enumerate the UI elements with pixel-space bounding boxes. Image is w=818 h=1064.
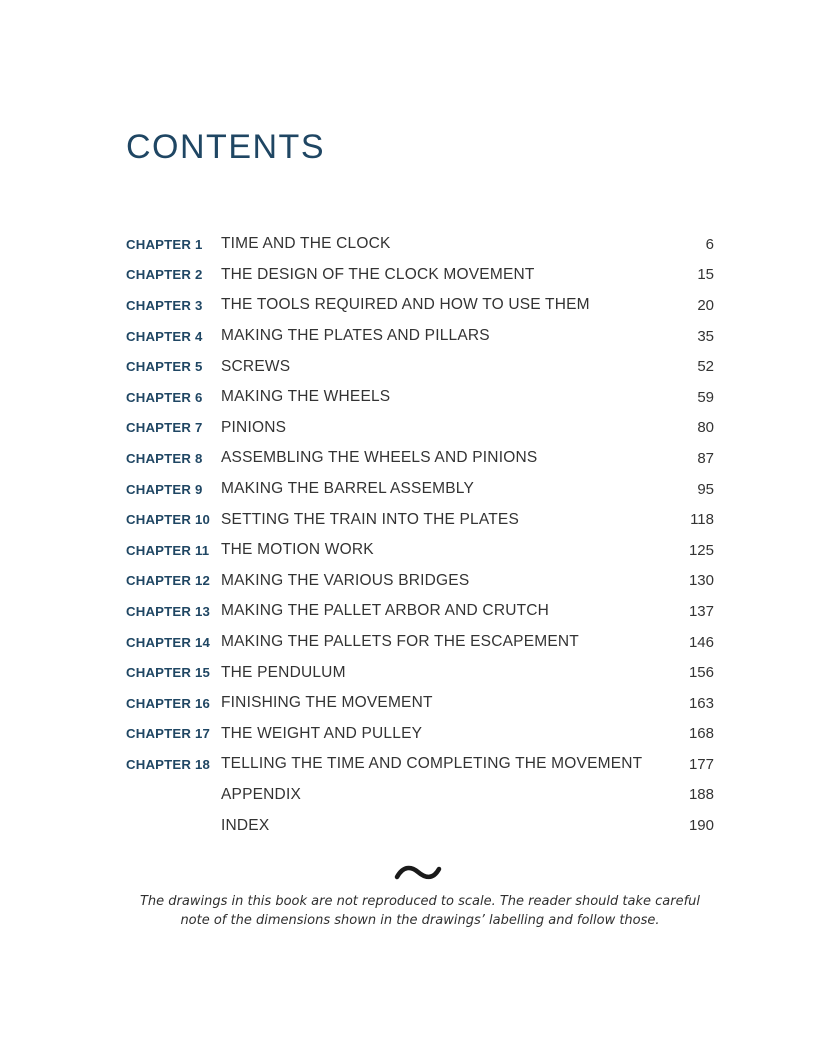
page-number: 156 <box>688 664 714 682</box>
chapter-label: CHAPTER 17 <box>126 726 211 742</box>
toc-entry <box>126 413 714 444</box>
chapter-label: CHAPTER 5 <box>126 359 203 375</box>
chapter-title: THE WEIGHT AND PULLEY <box>221 724 423 742</box>
toc-entry <box>126 810 714 841</box>
chapter-label: CHAPTER 7 <box>126 420 203 436</box>
toc-entry <box>126 596 714 627</box>
page-number: 188 <box>688 786 714 804</box>
chapter-label: CHAPTER 8 <box>126 450 203 466</box>
page-number: 52 <box>697 358 714 376</box>
chapter-label: CHAPTER 12 <box>126 573 211 589</box>
chapter-title: PINIONS <box>221 418 287 436</box>
toc-entry <box>126 719 714 750</box>
page-number: 6 <box>705 235 714 253</box>
toc-entry <box>126 443 714 474</box>
chapter-label: CHAPTER 16 <box>126 695 211 711</box>
chapter-label: CHAPTER 10 <box>126 512 211 528</box>
chapter-title: ASSEMBLING THE WHEELS AND PINIONS <box>221 449 538 467</box>
chapter-label: CHAPTER 15 <box>126 665 211 681</box>
toc-entry <box>126 780 714 811</box>
page-number: 125 <box>688 541 714 559</box>
page-number: 59 <box>697 388 714 406</box>
chapter-label: CHAPTER 6 <box>126 389 203 405</box>
page-number: 190 <box>688 817 714 835</box>
chapter-title: TELLING THE TIME AND COMPLETING THE MOVEMENT <box>221 755 643 773</box>
chapter-title: MAKING THE PLATES AND PILLARS <box>221 327 490 345</box>
toc-entry <box>126 260 714 291</box>
toc-entry <box>126 290 714 321</box>
chapter-label: CHAPTER 14 <box>126 634 211 650</box>
toc-entry <box>126 749 714 780</box>
page-number: 137 <box>688 602 714 620</box>
chapter-title: MAKING THE PALLETS FOR THE ESCAPEMENT <box>221 633 579 651</box>
chapter-title: FINISHING THE MOVEMENT <box>221 694 433 712</box>
chapter-label: CHAPTER 13 <box>126 603 211 619</box>
chapter-label: CHAPTER 4 <box>126 328 203 344</box>
toc-entry <box>126 321 714 352</box>
page-number: 87 <box>697 449 714 467</box>
page-number: 130 <box>688 572 714 590</box>
page-number: 20 <box>697 296 714 314</box>
page-number: 168 <box>688 725 714 743</box>
chapter-title: THE TOOLS REQUIRED AND HOW TO USE THEM <box>221 296 590 314</box>
toc-entry <box>126 535 714 566</box>
chapter-label: CHAPTER 11 <box>126 542 210 558</box>
page-title: CONTENTS <box>126 128 325 166</box>
chapter-title: TIME AND THE CLOCK <box>221 235 391 253</box>
page-number: 15 <box>697 266 714 284</box>
toc-entry <box>126 688 714 719</box>
chapter-title: SCREWS <box>221 357 291 375</box>
scale-note-line-2: note of the dimensions shown in the drawings’ labelling and follow those. <box>180 913 660 928</box>
chapter-title: MAKING THE PALLET ARBOR AND CRUTCH <box>221 602 550 620</box>
toc-entry <box>126 382 714 413</box>
chapter-title: APPENDIX <box>221 785 301 803</box>
toc-entry <box>126 627 714 658</box>
chapter-title: MAKING THE VARIOUS BRIDGES <box>221 571 470 589</box>
toc-entry <box>126 657 714 688</box>
tilde-ornament-icon <box>393 858 443 888</box>
chapter-title: THE MOTION WORK <box>221 541 374 559</box>
page-number: 80 <box>697 419 714 437</box>
chapter-label: CHAPTER 9 <box>126 481 203 497</box>
toc-entry <box>126 351 714 382</box>
chapter-title: INDEX <box>221 816 270 834</box>
page-number: 163 <box>688 694 714 712</box>
chapter-label: CHAPTER 18 <box>126 756 211 772</box>
page-number: 118 <box>690 511 714 529</box>
page-number: 146 <box>688 633 714 651</box>
page-number: 177 <box>688 755 714 773</box>
chapter-title: SETTING THE TRAIN INTO THE PLATES <box>221 510 519 528</box>
toc-entry <box>126 229 714 260</box>
chapter-label: CHAPTER 3 <box>126 297 203 313</box>
page-number: 95 <box>697 480 714 498</box>
chapter-label: CHAPTER 1 <box>126 236 203 252</box>
chapter-title: THE PENDULUM <box>221 663 346 681</box>
chapter-label: CHAPTER 2 <box>126 267 203 283</box>
toc-entry <box>126 474 714 505</box>
table-of-contents <box>126 229 714 841</box>
toc-entry <box>126 504 714 535</box>
scale-note-line-1: The drawings in this book are not reproduced to scale. The reader should take careful <box>139 894 701 909</box>
scale-note <box>120 892 720 930</box>
chapter-title: MAKING THE WHEELS <box>221 388 391 406</box>
page-number: 35 <box>697 327 714 345</box>
toc-entry <box>126 566 714 597</box>
chapter-title: MAKING THE BARREL ASSEMBLY <box>221 480 474 498</box>
chapter-title: THE DESIGN OF THE CLOCK MOVEMENT <box>221 265 535 283</box>
